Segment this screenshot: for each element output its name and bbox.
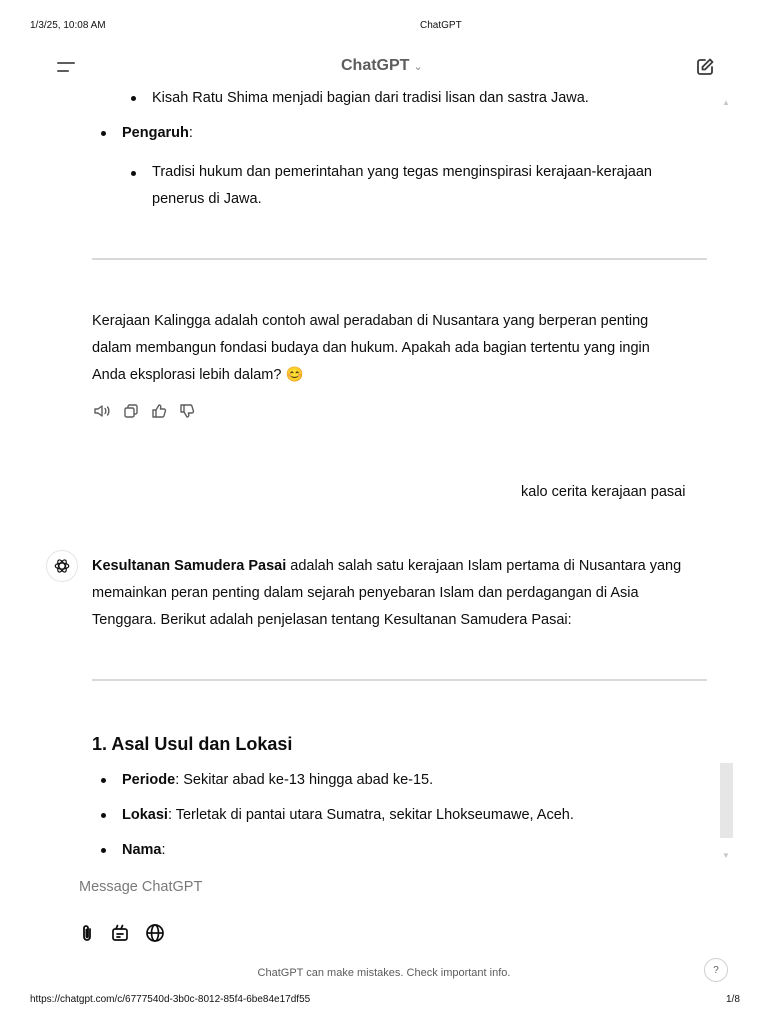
list-item-periode bbox=[122, 767, 433, 794]
read-aloud-icon[interactable] bbox=[92, 401, 112, 421]
list-item-line: Tradisi hukum dan pemerintahan yang tegas menginspirasi kerajaan-kerajaan bbox=[152, 164, 652, 180]
item-text: : bbox=[161, 842, 166, 858]
list-item-line: penerus di Jawa. bbox=[152, 191, 262, 207]
bullet-dot bbox=[101, 813, 106, 818]
scroll-up-arrow-icon[interactable]: ▲ bbox=[722, 98, 730, 107]
list-item: Kisah Ratu Shima menjadi bagian dari tradisi lisan dan sastra Jawa. bbox=[152, 90, 589, 106]
item-label: Lokasi bbox=[122, 807, 168, 823]
paragraph-line: dalam membangun fondasi budaya dan hukum. Apakah ada bagian tertentu yang ingin bbox=[92, 340, 650, 356]
print-page-number: 1/8 bbox=[726, 994, 740, 1005]
bullet-dot bbox=[101, 848, 106, 853]
item-text: : Sekitar abad ke-13 hingga abad ke-15. bbox=[175, 772, 434, 788]
item-label: Nama bbox=[122, 842, 162, 858]
scroll-down-arrow-icon[interactable]: ▼ bbox=[722, 851, 730, 860]
list-item-pengaruh bbox=[122, 120, 193, 147]
web-search-globe-icon[interactable] bbox=[143, 921, 167, 945]
print-url: https://chatgpt.com/c/6777540d-3b0c-8012-85f4-6be84e17df55 bbox=[30, 994, 311, 1005]
list-item-lokasi bbox=[122, 802, 574, 829]
model-label: ChatGPT bbox=[341, 57, 410, 74]
copy-icon[interactable] bbox=[121, 401, 141, 421]
section-divider bbox=[92, 258, 707, 260]
disclaimer-text: ChatGPT can make mistakes. Check important info. bbox=[257, 967, 511, 979]
item-label: Periode bbox=[122, 772, 176, 788]
attach-paperclip-icon[interactable] bbox=[76, 922, 98, 944]
chevron-down-icon: ⌄ bbox=[413, 61, 423, 73]
hamburger-menu-icon[interactable] bbox=[54, 56, 78, 78]
paragraph-line-text: Anda eksplorasi lebih dalam? bbox=[92, 367, 282, 383]
smiley-emoji: 😊 bbox=[285, 367, 304, 383]
user-message: kalo cerita kerajaan pasai bbox=[521, 484, 686, 500]
pengaruh-label: Pengaruh bbox=[122, 125, 189, 141]
closing-paragraph bbox=[92, 308, 650, 389]
canvas-tools-icon[interactable] bbox=[109, 922, 131, 944]
answer-intro bbox=[92, 553, 681, 634]
section-divider bbox=[92, 679, 707, 681]
list-item-nama bbox=[122, 837, 166, 864]
paragraph-line: Tenggara. Berikut adalah penjelasan tentang Kesultanan Samudera Pasai: bbox=[92, 612, 572, 628]
bullet-dot bbox=[131, 171, 136, 176]
section-heading: 1. Asal Usul dan Lokasi bbox=[92, 734, 293, 754]
new-chat-pencil-icon[interactable] bbox=[692, 55, 718, 79]
paragraph-line bbox=[92, 362, 650, 389]
paragraph-line: memainkan peran penting dalam sejarah penyebaran Islam dan perdagangan di Asia bbox=[92, 585, 639, 601]
print-doc-title: ChatGPT bbox=[420, 20, 462, 31]
print-datetime: 1/3/25, 10:08 AM bbox=[30, 20, 106, 31]
bullet-dot bbox=[101, 131, 106, 136]
message-input[interactable]: Message ChatGPT bbox=[79, 879, 203, 895]
model-selector[interactable] bbox=[341, 57, 423, 75]
paragraph-line bbox=[92, 553, 681, 580]
scrollbar-thumb[interactable] bbox=[720, 763, 733, 838]
list-item bbox=[152, 159, 652, 213]
pengaruh-colon: : bbox=[188, 125, 193, 141]
bullet-dot bbox=[101, 778, 106, 783]
paragraph-line: Kerajaan Kalingga adalah contoh awal peradaban di Nusantara yang berperan penting bbox=[92, 313, 649, 329]
openai-logo-icon bbox=[46, 550, 78, 582]
answer-intro-rest: adalah salah satu kerajaan Islam pertama di Nusantara yang bbox=[286, 558, 682, 574]
thumbs-up-icon[interactable] bbox=[149, 401, 169, 421]
help-button[interactable]: ? bbox=[704, 958, 728, 982]
answer-intro-bold: Kesultanan Samudera Pasai bbox=[92, 558, 287, 574]
bullet-dot bbox=[131, 96, 136, 101]
item-text: : Terletak di pantai utara Sumatra, sekitar Lhokseumawe, Aceh. bbox=[167, 807, 574, 823]
thumbs-down-icon[interactable] bbox=[177, 401, 197, 421]
